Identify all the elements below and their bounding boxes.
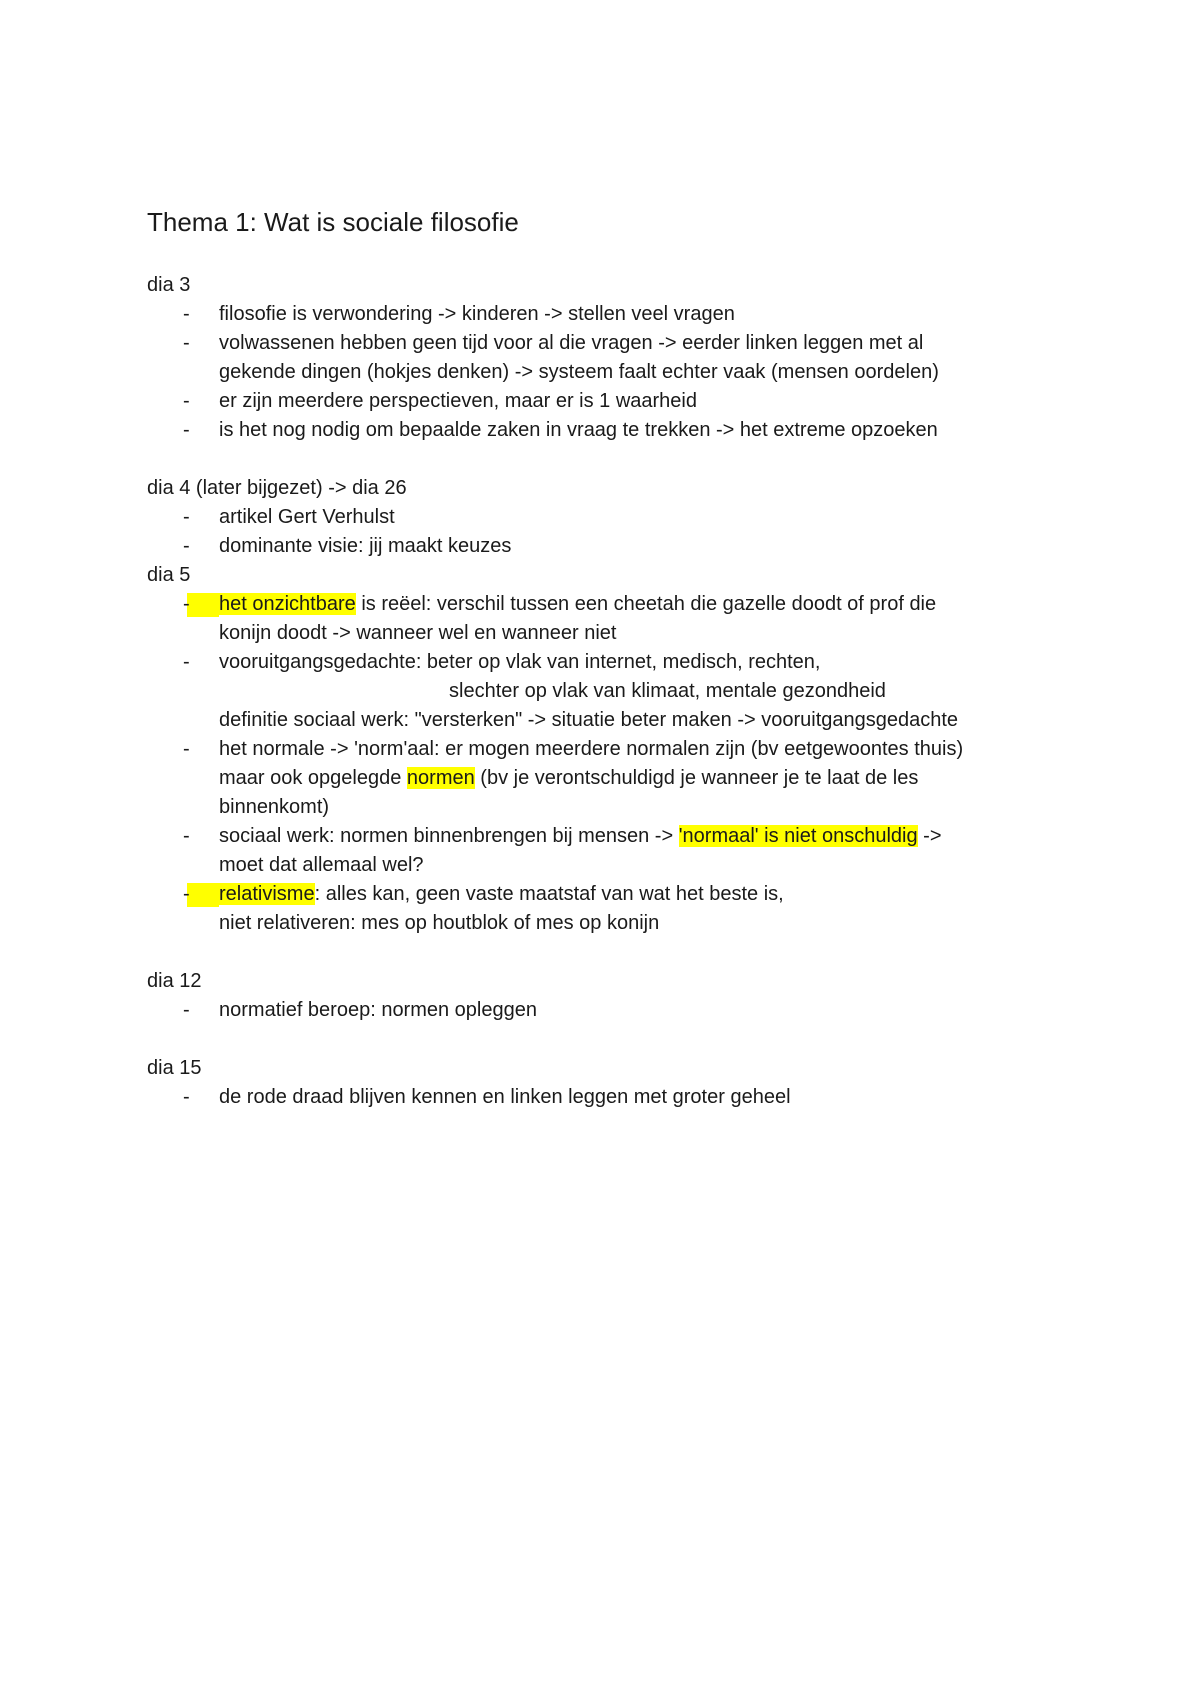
section-heading-dia-4: dia 4 (later bijgezet) -> dia 26 bbox=[147, 477, 407, 499]
item-text-post: (bv je verontschuldigd je wanneer je te laat de les bbox=[474, 767, 919, 789]
dash-bullet: - bbox=[183, 651, 190, 673]
highlighted-text: relativisme bbox=[219, 883, 315, 905]
item-text bbox=[219, 822, 1087, 851]
item-text: het normale -> 'norm'aal: er mogen meerdere normalen zijn (bv eetgewoontes thuis) bbox=[219, 738, 964, 760]
item-text-pre: maar ook opgelegde bbox=[219, 767, 407, 789]
list-item bbox=[147, 735, 1087, 822]
item-text bbox=[219, 590, 1087, 619]
list-item bbox=[147, 300, 1087, 329]
dash-bullet: - bbox=[183, 535, 190, 557]
dash-bullet: - bbox=[183, 825, 190, 847]
item-text: niet relativeren: mes op houtblok of mes op konijn bbox=[219, 912, 660, 934]
item-text: volwassenen hebben geen tijd voor al die vragen -> eerder linken leggen met al bbox=[219, 332, 924, 354]
item-text: moet dat allemaal wel? bbox=[219, 854, 424, 876]
list-item bbox=[147, 532, 1087, 561]
dash-bullet: - bbox=[183, 419, 190, 441]
dash-bullet: - bbox=[183, 506, 190, 528]
item-text-pre: sociaal werk: normen binnenbrengen bij mensen -> bbox=[219, 825, 679, 847]
section-heading-dia-15: dia 15 bbox=[147, 1057, 202, 1079]
item-text: definitie sociaal werk: "versterken" -> situatie beter maken -> vooruitgangsgedachte bbox=[219, 709, 959, 731]
dash-bullet: - bbox=[183, 593, 190, 615]
dash-bullet: - bbox=[183, 303, 190, 325]
item-text-post: -> bbox=[917, 825, 942, 847]
dash-bullet: - bbox=[183, 738, 190, 760]
item-text-rest: : alles kan, geen vaste maatstaf van wat het beste is, bbox=[314, 883, 784, 905]
highlighted-text: het onzichtbare bbox=[219, 593, 356, 615]
item-text: konijn doodt -> wanneer wel en wanneer niet bbox=[219, 622, 617, 644]
item-text: artikel Gert Verhulst bbox=[219, 506, 395, 528]
dash-bullet: - bbox=[183, 883, 190, 905]
highlighted-text: normen bbox=[406, 767, 475, 789]
section-heading-dia-3: dia 3 bbox=[147, 274, 191, 296]
list-item bbox=[147, 880, 1087, 938]
dash-bullet: - bbox=[183, 390, 190, 412]
list-item bbox=[147, 1083, 1087, 1112]
document-title: Thema 1: Wat is sociale filosofie bbox=[147, 207, 519, 237]
dash-bullet: - bbox=[183, 332, 190, 354]
item-text: er zijn meerdere perspectieven, maar er is 1 waarheid bbox=[219, 390, 697, 412]
dash-bullet: - bbox=[183, 999, 190, 1021]
list-item bbox=[147, 503, 1087, 532]
list-item bbox=[147, 822, 1087, 880]
item-text: gekende dingen (hokjes denken) -> systeem faalt echter vaak (mensen oordelen) bbox=[219, 361, 939, 383]
list-item bbox=[147, 590, 1087, 648]
item-text: normatief beroep: normen opleggen bbox=[219, 999, 537, 1021]
dash-bullet: - bbox=[183, 1086, 190, 1108]
highlight-mark bbox=[187, 883, 219, 907]
list-item bbox=[147, 387, 1087, 416]
item-text: slechter op vlak van klimaat, mentale gezondheid bbox=[449, 680, 886, 702]
document-page bbox=[147, 205, 1087, 1112]
list-item bbox=[147, 648, 1087, 735]
item-text: filosofie is verwondering -> kinderen -> stellen veel vragen bbox=[219, 303, 735, 325]
section-heading-dia-5: dia 5 bbox=[147, 564, 191, 586]
item-text: binnenkomt) bbox=[219, 796, 330, 818]
list-item bbox=[147, 416, 1087, 445]
item-text-rest: is reëel: verschil tussen een cheetah die gazelle doodt of prof die bbox=[355, 593, 937, 615]
highlighted-text: 'normaal' is niet onschuldig bbox=[678, 825, 918, 847]
item-text: is het nog nodig om bepaalde zaken in vraag te trekken -> het extreme opzoeken bbox=[219, 419, 938, 441]
item-text bbox=[219, 880, 1087, 909]
item-text: vooruitgangsgedachte: beter op vlak van internet, medisch, rechten, bbox=[219, 651, 821, 673]
list-item bbox=[147, 329, 1087, 387]
list-item bbox=[147, 996, 1087, 1025]
item-text: de rode draad blijven kennen en linken leggen met groter geheel bbox=[219, 1086, 791, 1108]
item-text: dominante visie: jij maakt keuzes bbox=[219, 535, 512, 557]
section-heading-dia-12: dia 12 bbox=[147, 970, 202, 992]
item-text bbox=[219, 764, 1087, 793]
highlight-mark bbox=[187, 593, 219, 617]
